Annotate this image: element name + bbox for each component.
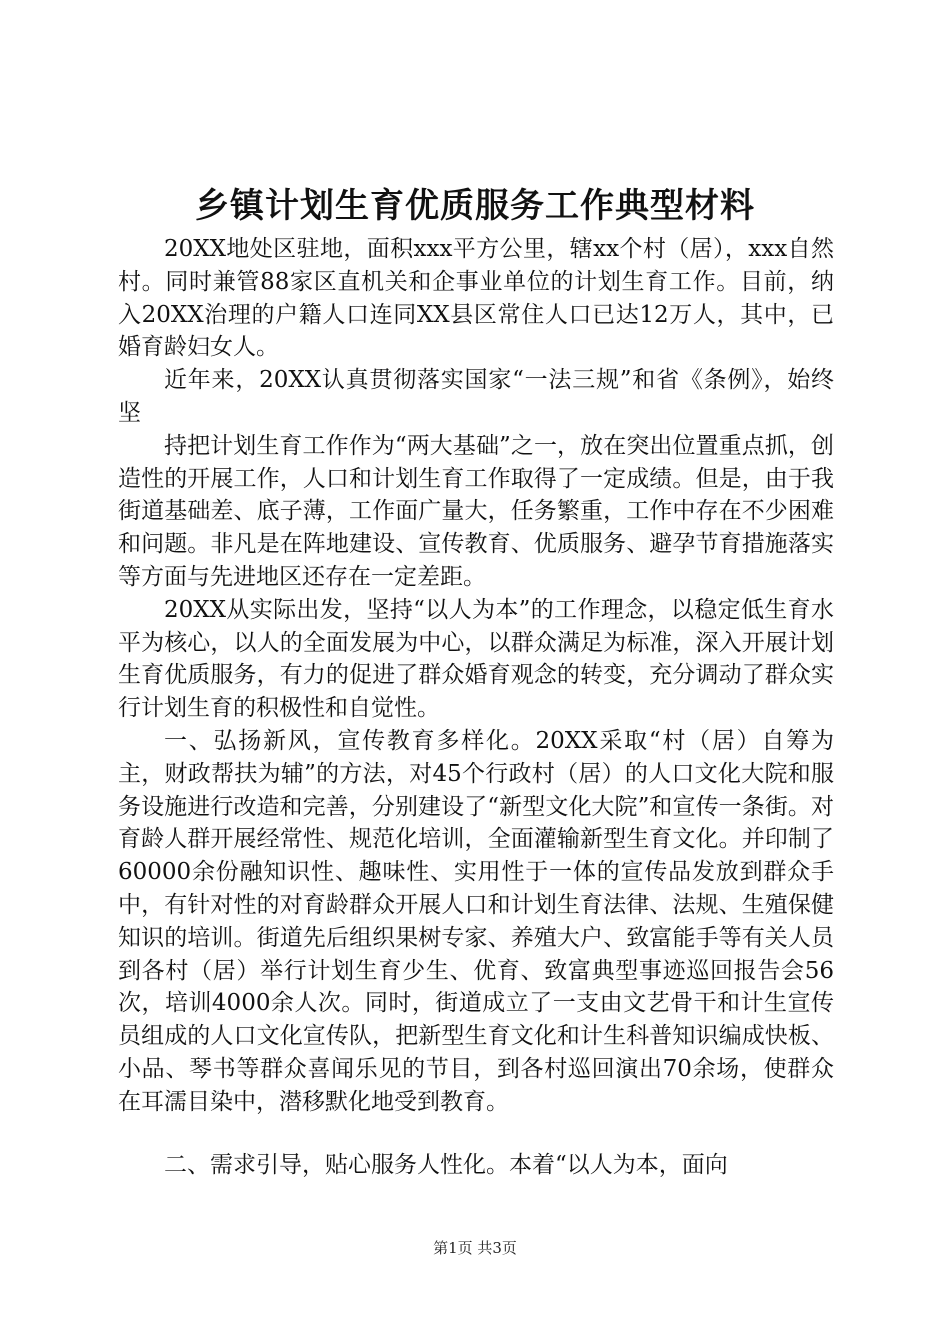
paragraph-section-two: 二、需求引导，贴心服务人性化。本着“以人为本，面向 [164,1151,728,1178]
paragraph-section-one: 一、弘扬新风，宣传教育多样化。20XX采取“村（居）自筹为主，财政帮扶为辅”的方法，对45个行政村（居）的人口文化大院和服务设施进行改造和完善，分别建设了“新型文化大院”和宣传一条街。对育龄人群开展经常性、规范化培训，全面灌输新型生育文化。并印制了60000余份融知识性、趣味性、实用性于一体的宣传品发放到群众手中，有针对性的对育龄群众开展人口和计划生育法律、法规、生殖保健知识的培训。街道先后组织果树专家、养殖大户、致富能手等有关人员到各村（居）举行计划生育少生、优育、致富典型事迹巡回报告会56次，培训4000余人次。同时，街道成立了一支由文艺骨干和计生宣传员组成的人口文化宣传队，把新型生育文化和计生科普知识编成快板、小品、琴书等群众喜闻乐见的节目，到各村巡回演出70余场，使群众在耳濡目染中，潜移默化地受到教育。 [118,727,834,1115]
document-body [118,233,834,1181]
paragraph-achievements: 持把计划生育工作作为“两大基础”之一，放在突出位置重点抓，创造性的开展工作，人口和计划生育工作取得了一定成绩。但是，由于我街道基础差、底子薄，工作面广量大，任务繁重，工作中存在不少困难和问题。非凡是在阵地建设、宣传教育、优质服务、避孕节育措施落实等方面与先进地区还存在一定差距。 [118,432,834,590]
paragraph-recent-years: 近年来，20XX认真贯彻落实国家“一法三规”和省《条例》，始终坚 [118,367,834,426]
paragraph-intro: 20XX地处区驻地，面积xxx平方公里，辖xx个村（居），xxx自然村。同时兼管88家区直机关和企事业单位的计划生育工作。目前，纳入20XX治理的户籍人口连同XX县区常住人口已达12万人，其中，已婚育龄妇女人。 [118,236,834,361]
document-title: 乡镇计划生育优质服务工作典型材料 [195,186,755,226]
paragraph-people-oriented: 20XX从实际出发，坚持“以人为本”的工作理念，以稳定低生育水平为核心，以人的全面发展为中心，以群众满足为标准，深入开展计划生育优质服务，有力的促进了群众婚育观念的转变，充分调动了群众实行计划生育的积极性和自觉性。 [118,596,834,722]
page-footer: 第1页 共3页 [433,1239,517,1257]
